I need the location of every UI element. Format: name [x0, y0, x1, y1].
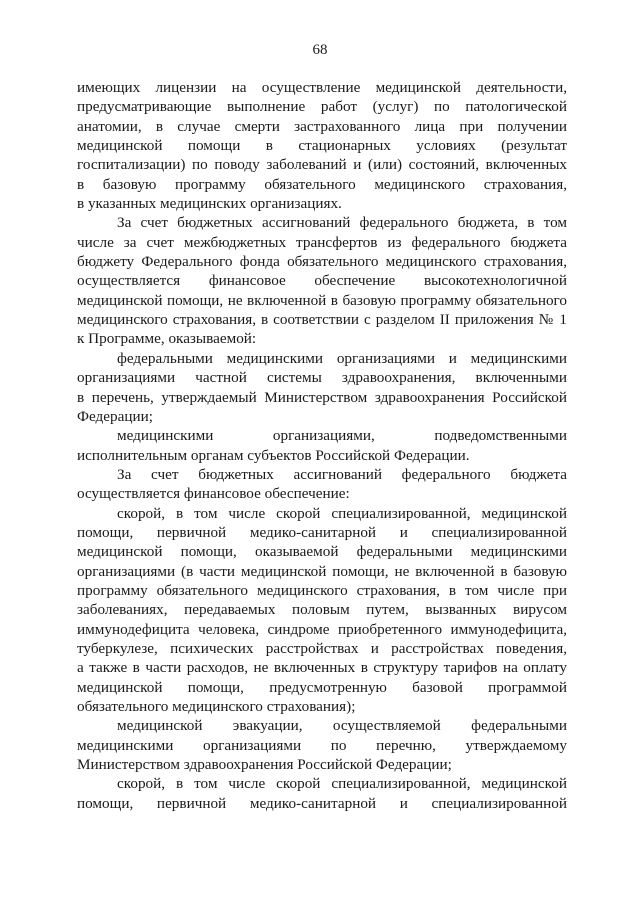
text-line: к Программе, оказываемой: [77, 330, 257, 348]
text-line: медицинской помощи, не включенной в базовую программу обязательного [77, 291, 567, 309]
text-line: организациями частной системы здравоохранения, включенными [77, 369, 567, 387]
text-line: в базовую программу обязательного медицинского страхования, [77, 175, 567, 193]
text-line: обязательного медицинского страхования); [77, 698, 356, 715]
text-line: организациями (в части медицинской помощи, не включенной в базовую [77, 562, 567, 580]
text-line: осуществляется финансовое обеспечение высокотехнологичной [77, 272, 567, 290]
text-line: медицинской помощи в стационарных условиях (результат [77, 137, 567, 155]
text-line: Федерации; [77, 407, 153, 425]
text-line: помощи, первичной медико-санитарной и специализированной [77, 523, 567, 541]
text-line: в перечень, утверждаемый Министерством здравоохранения Российской [77, 388, 567, 406]
text-line: медицинскими организациями, подведомственными [117, 427, 567, 445]
text-line: За счет бюджетных ассигнований федерального бюджета [117, 465, 567, 483]
text-line: заболеваниях, передаваемых половым путем, вызванных вирусом [77, 601, 567, 619]
text-line: а также в части расходов, не включенных в структуру тарифов на оплату [77, 659, 567, 677]
text-line: в указанных медицинских организациях. [77, 195, 342, 213]
text-line: иммунодефицита человека, синдроме приобретенного иммунодефицита, [77, 620, 567, 638]
text-line: медицинской эвакуации, осуществляемой федеральными [117, 717, 567, 735]
text-line: скорой, в том числе скорой специализированной, медицинской [117, 504, 567, 522]
text-line: исполнительным органам субъектов Российской Федерации. [77, 446, 470, 464]
text-line: помощи, первичной медико-санитарной и специализированной [77, 794, 567, 812]
text-line: Министерством здравоохранения Российской Федерации; [77, 756, 452, 774]
text-line: медицинского страхования, в соответствии с разделом II приложения № 1 [77, 311, 567, 329]
text-line: предусматривающие выполнение работ (услуг) по патологической [77, 98, 567, 116]
body-text [77, 78, 567, 813]
text-line: осуществляется финансовое обеспечение: [77, 485, 350, 503]
text-line: программу обязательного медицинского страхования, в том числе при [77, 581, 567, 599]
text-line: анатомии, в случае смерти застрахованного лица при получении [77, 117, 567, 135]
page-number: 68 [312, 42, 328, 58]
text-line: бюджету Федерального фонда обязательного медицинского страхования, [77, 253, 567, 271]
text-line: госпитализации) по поводу заболеваний и (или) состояний, включенных [77, 156, 567, 174]
text-line: числе за счет межбюджетных трансфертов из федерального бюджета [77, 233, 567, 251]
text-line: федеральными медицинскими организациями и медицинскими [117, 349, 567, 367]
text-line: За счет бюджетных ассигнований федерального бюджета, в том [117, 214, 567, 232]
text-line: скорой, в том числе скорой специализированной, медицинской [117, 775, 567, 793]
text-line: имеющих лицензии на осуществление медицинской деятельности, [77, 79, 567, 96]
text-line: медицинской помощи, предусмотренную базовой программой [77, 678, 567, 696]
text-line: туберкулезе, психических расстройствах и расстройствах поведения, [77, 639, 567, 657]
text-line: медицинской помощи, оказываемой федеральными медицинскими [77, 543, 567, 561]
text-line: медицинскими организациями по перечню, утверждаемому [77, 736, 567, 754]
